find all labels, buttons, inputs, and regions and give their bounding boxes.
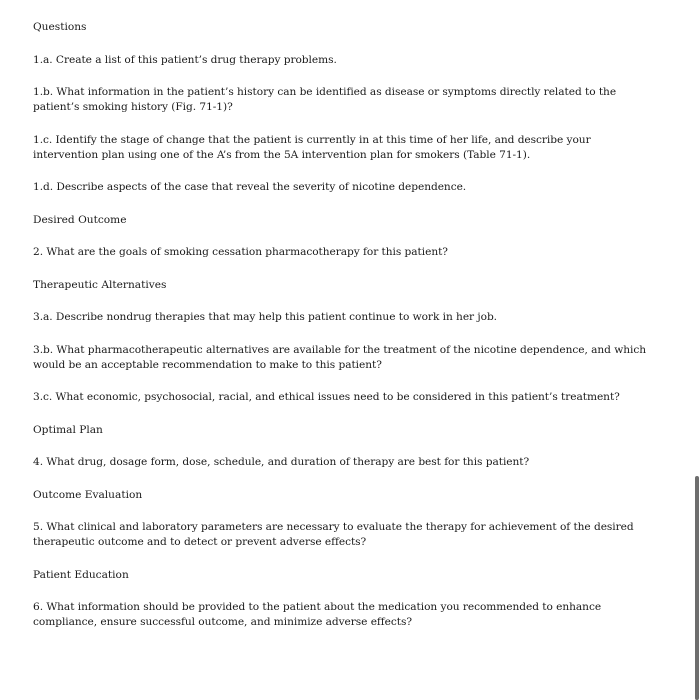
question-3b: 3.b. What pharmacotherapeutic alternatives are available for the treatment of the nicotine dependence, and which would be an acceptable recommendation to make to this patient?: [33, 343, 646, 371]
question-3c: 3.c. What economic, psychosocial, racial, and ethical issues need to be considered in this patient’s treatment?: [33, 391, 620, 403]
scrollbar-thumb[interactable]: [695, 476, 699, 700]
section-heading-therapeutic-alternatives: Therapeutic Alternatives: [33, 278, 167, 291]
question-1b: 1.b. What information in the patient’s history can be identified as disease or symptoms directly related to the patient’s smoking history (Fig. 71-1)?: [33, 86, 617, 113]
question-3a: 3.a. Describe nondrug therapies that may help this patient continue to work in her job.: [33, 311, 497, 323]
question-5: 5. What clinical and laboratory parameters are necessary to evaluate the therapy for achievement of the desired therapeutic outcome and to detect or prevent adverse effects?: [33, 521, 634, 548]
section-heading-outcome-evaluation: Outcome Evaluation: [33, 488, 143, 501]
question-1a: 1.a. Create a list of this patient’s drug therapy problems.: [33, 53, 337, 66]
section-heading-desired-outcome: Desired Outcome: [33, 213, 127, 226]
question-4: 4. What drug, dosage form, dose, schedule, and duration of therapy are best for this patient?: [33, 456, 530, 468]
question-6: 6. What information should be provided to the patient about the medication you recommended to enhance compliance, ensure successful outcome, and minimize adverse effects?: [33, 601, 602, 628]
section-heading-questions: Questions: [33, 21, 87, 33]
section-heading-patient-education: Patient Education: [33, 568, 129, 581]
question-1d: 1.d. Describe aspects of the case that reveal the severity of nicotine dependence.: [33, 181, 467, 193]
question-1c: 1.c. Identify the stage of change that the patient is currently in at this time of her life, and describe your intervention plan using one of the A’s from the 5A intervention plan for smokers (Table 71-1).: [33, 133, 591, 161]
vertical-scrollbar[interactable]: [692, 0, 700, 700]
document-body: [33, 20, 653, 648]
question-2: 2. What are the goals of smoking cessation pharmacotherapy for this patient?: [33, 246, 448, 258]
section-heading-optimal-plan: Optimal Plan: [33, 423, 103, 436]
